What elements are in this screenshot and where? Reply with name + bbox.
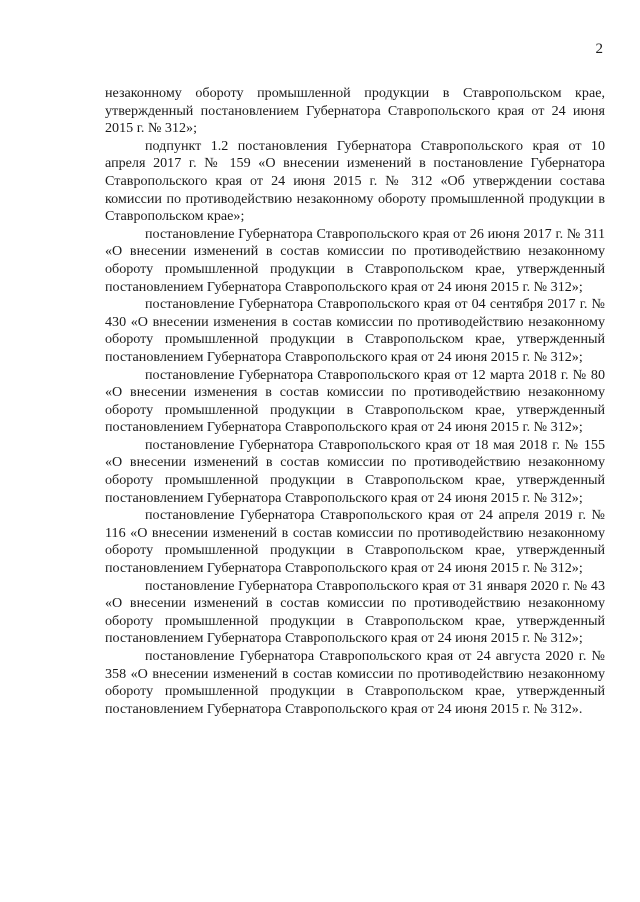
page-number: 2 xyxy=(595,41,603,57)
paragraph-decree-430: постановление Губернатора Ставропольского края от 04 сентября 2017 г. № 430 «О внесении изменения в состав комиссии по противодействию незаконному обороту промышленной продукции в Ставропольском крае, утвержденный постановлением Губернатора Ставропольского края от 24 июня 2015 г. № 312»; xyxy=(105,296,605,365)
paragraph-continuation: незаконному обороту промышленной продукции в Ставропольском крае, утвержденный постановлением Губернатора Ставропольского края от 24 июня 2015 г. № 312»; xyxy=(105,85,605,137)
paragraph-decree-358: постановление Губернатора Ставропольского края от 24 августа 2020 г. № 358 «О внесении изменений в состав комиссии по противодействию незаконному обороту промышленной продукции в Ставропольском крае, утвержденный постановлением Губернатора Ставропольского края от 24 июня 2015 г. № 312». xyxy=(105,648,605,717)
paragraph-decree-155: постановление Губернатора Ставропольского края от 18 мая 2018 г. № 155 «О внесении изменений в состав комиссии по противодействию незаконному обороту промышленной продукции в Ставропольском крае, утвержденный постановлением Губернатора Ставропольского края от 24 июня 2015 г. № 312»; xyxy=(105,436,605,506)
paragraph-decree-116: постановление Губернатора Ставропольского края от 24 апреля 2019 г. № 116 «О внесении изменений в состав комиссии по противодействию незаконному обороту промышленной продукции в Ставропольском крае, утвержденный постановлением Губернатора Ставропольского края от 24 июня 2015 г. № 312»; xyxy=(105,507,605,577)
paragraph-decree-311: постановление Губернатора Ставропольского края от 26 июня 2017 г. № 311 «О внесении изменений в состав комиссии по противодействию незаконному обороту промышленной продукции в Ставропольском крае, утвержденный постановлением Губернатора Ставропольского края от 24 июня 2015 г. № 312»; xyxy=(105,225,605,295)
paragraph-decree-80: постановление Губернатора Ставропольского края от 12 марта 2018 г. № 80 «О внесении изменения в состав комиссии по противодействию незаконному обороту промышленной продукции в Ставропольском крае, утвержденный постановлением Губернатора Ставропольского края от 24 июня 2015 г. № 312»; xyxy=(105,366,605,436)
paragraph-decree-43: постановление Губернатора Ставропольского края от 31 января 2020 г. № 43 «О внесении изменений в состав комиссии по противодействию незаконному обороту промышленной продукции в Ставропольском крае, утвержденный постановлением Губернатора Ставропольского края от 24 июня 2015 г. № 312»; xyxy=(105,577,605,647)
paragraph-subclause-1-2: подпункт 1.2 постановления Губернатора Ставропольского края от 10 апреля 2017 г. № 159 «О внесении изменений в постановление Губернатора Ставропольского края от 24 июня 2015 г. № 312 «Об утверждении состава комиссии по противодействию незаконному обороту промышленной продукции в Ставропольском крае»; xyxy=(105,137,605,225)
document-body xyxy=(105,85,605,718)
